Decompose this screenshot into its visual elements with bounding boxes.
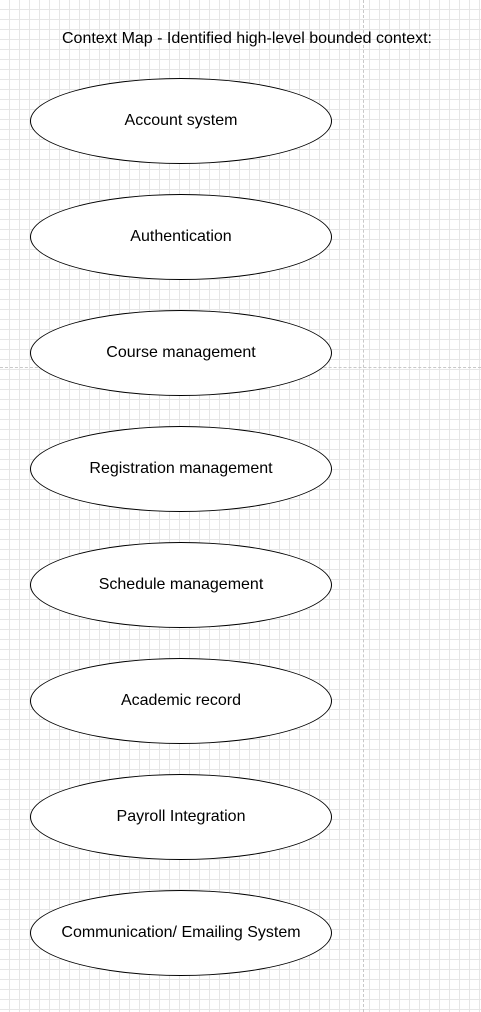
context-label: Payroll Integration: [116, 808, 246, 825]
context-payroll-integration[interactable]: [30, 774, 332, 860]
context-communication-emailing-system[interactable]: [30, 890, 332, 976]
context-academic-record[interactable]: [30, 658, 332, 744]
diagram-title[interactable]: Context Map - Identified high-level bounded context:: [61, 30, 432, 47]
context-label: Authentication: [130, 228, 232, 245]
context-label: Registration management: [89, 460, 273, 477]
context-registration-management[interactable]: [30, 426, 332, 512]
context-label: Schedule management: [98, 576, 264, 593]
context-schedule-management[interactable]: [30, 542, 332, 628]
context-course-management[interactable]: [30, 310, 332, 396]
context-label: Course management: [106, 344, 256, 361]
context-label: Account system: [124, 112, 238, 129]
page-break-vertical: [363, 0, 364, 1012]
context-label: Academic record: [120, 692, 242, 709]
context-authentication[interactable]: [30, 194, 332, 280]
context-label: Communication/ Emailing System: [61, 924, 301, 941]
context-account-system[interactable]: [30, 78, 332, 164]
